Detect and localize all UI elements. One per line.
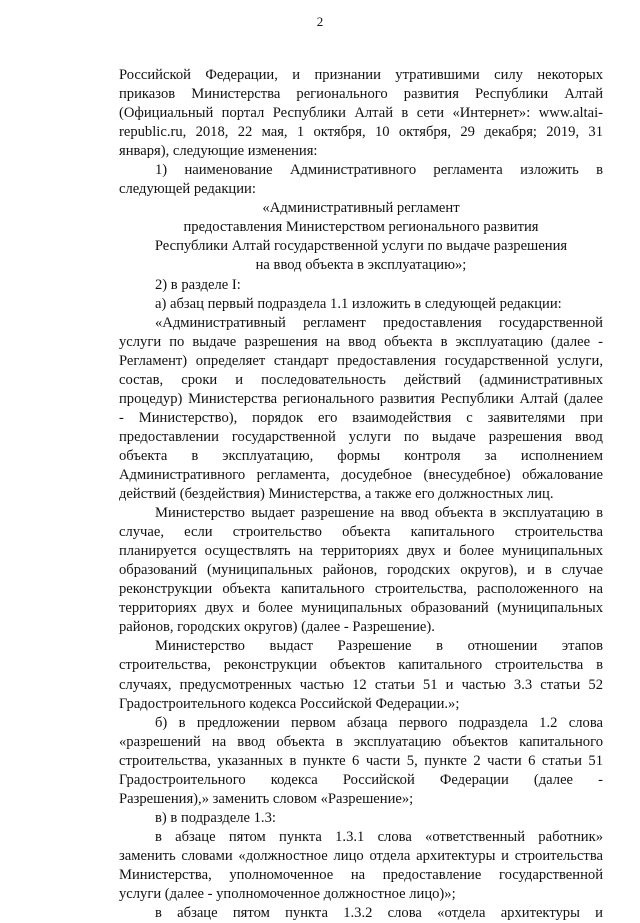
text-line: republic.ru, 2018, 22 мая, 1 октября, 10 октября, 29 декабря; 2019, 31 xyxy=(119,124,603,141)
text-line: января), следующие изменения: xyxy=(119,143,318,160)
text-line: Министерство выдаст Разрешение в отношении этапов xyxy=(155,638,603,655)
text-line: действий (бездействия) Министерства, а также его должностных лиц. xyxy=(119,486,554,503)
text-line: строительства, реконструкции объектов капитального строительства в xyxy=(119,657,603,674)
text-line: Градостроительного кодекса Российской Федерации.»; xyxy=(119,695,460,712)
text-line: Административного регламента, досудебное (внесудебное) обжалование xyxy=(119,466,603,483)
text-line: а) абзац первый подраздела 1.1 изложить в следующей редакции: xyxy=(155,295,562,312)
text-line: реконструкции объекта капитального строительства, расположенного на xyxy=(119,581,603,598)
text-line: в) в подразделе 1.3: xyxy=(155,809,276,826)
text-line: «разрешений на ввод объекта в эксплуатацию объектов капитального xyxy=(119,733,603,750)
text-line: случае, если строительство объекта капитального строительства xyxy=(119,524,603,541)
page-number: 2 xyxy=(316,14,324,29)
text-line: следующей редакции: xyxy=(119,181,256,198)
text-line: Министерство выдает разрешение на ввод объекта в эксплуатацию в xyxy=(155,505,603,522)
document-body xyxy=(119,66,603,923)
text-line: «Административный регламент предоставления государственной xyxy=(155,314,603,331)
text-line: Регламент) определяет стандарт предоставления государственной услуги, xyxy=(119,352,603,369)
text-line: Республики Алтай государственной услуги по выдаче разрешения xyxy=(154,238,568,255)
text-line: Министерства, уполномоченное на предоставление государственной xyxy=(119,866,603,883)
text-line: «Административный регламент xyxy=(262,200,460,217)
text-line: объекта в эксплуатацию, формы контроля за исполнением xyxy=(119,447,603,464)
text-line: случаях, предусмотренных частью 12 статьи 51 и частью 3.3 статьи 52 xyxy=(119,676,603,693)
text-line: предоставления Министерством регионального развития xyxy=(183,219,539,236)
text-line: Разрешения),» заменить словом «Разрешение»; xyxy=(119,790,414,807)
text-line: на ввод объекта в эксплуатацию»; xyxy=(255,257,467,274)
text-line: предоставлении государственной услуги по выдаче разрешения ввод xyxy=(119,428,603,445)
text-line: 2) в разделе I: xyxy=(155,276,241,293)
text-line: состав, сроки и последовательность действий (административных xyxy=(119,371,603,388)
text-line: в абзаце пятом пункта 1.3.2 слова «отдела архитектуры и xyxy=(155,905,603,922)
text-line: б) в предложении первом абзаца первого подраздела 1.2 слова xyxy=(155,714,603,731)
text-line: Российской Федерации, и признании утратившими силу некоторых xyxy=(119,67,603,83)
text-line: в абзаце пятом пункта 1.3.1 слова «ответственный работник» xyxy=(155,828,603,845)
text-line: Градостроительного кодекса Российской Федерации (далее - xyxy=(119,771,603,788)
text-line: районов, городских округов) (далее - Разрешение). xyxy=(119,619,435,636)
text-line: строительства, указанных в пункте 6 части 5, пункте 2 части 6 статьи 51 xyxy=(119,752,603,769)
text-line: услуги (далее - уполномоченное должностное лицо)»; xyxy=(119,886,456,903)
text-line: (Официальный портал Республики Алтай в сети «Интернет»: www.altai- xyxy=(119,105,603,122)
text-line: процедур) Министерства регионального развития Республики Алтай (далее xyxy=(119,390,603,407)
text-line: 1) наименование Административного регламента изложить в xyxy=(155,162,603,179)
text-line: услуги по выдаче разрешения на ввод объекта в эксплуатацию (далее - xyxy=(119,333,603,350)
text-line: заменить словами «должностное лицо отдела архитектуры и строительства xyxy=(119,847,603,864)
text-line: - Министерство), порядок его взаимодействия с заявителями при xyxy=(119,409,603,426)
text-line: территориях двух и более муниципальных образований (муниципальных xyxy=(119,600,603,617)
text-line: приказов Министерства регионального развития Республики Алтай xyxy=(119,86,603,103)
text-line: планируется осуществлять на территориях двух и более муниципальных xyxy=(119,543,603,560)
text-line: образований (муниципальных районов, городских округов), и в случае xyxy=(119,562,603,579)
